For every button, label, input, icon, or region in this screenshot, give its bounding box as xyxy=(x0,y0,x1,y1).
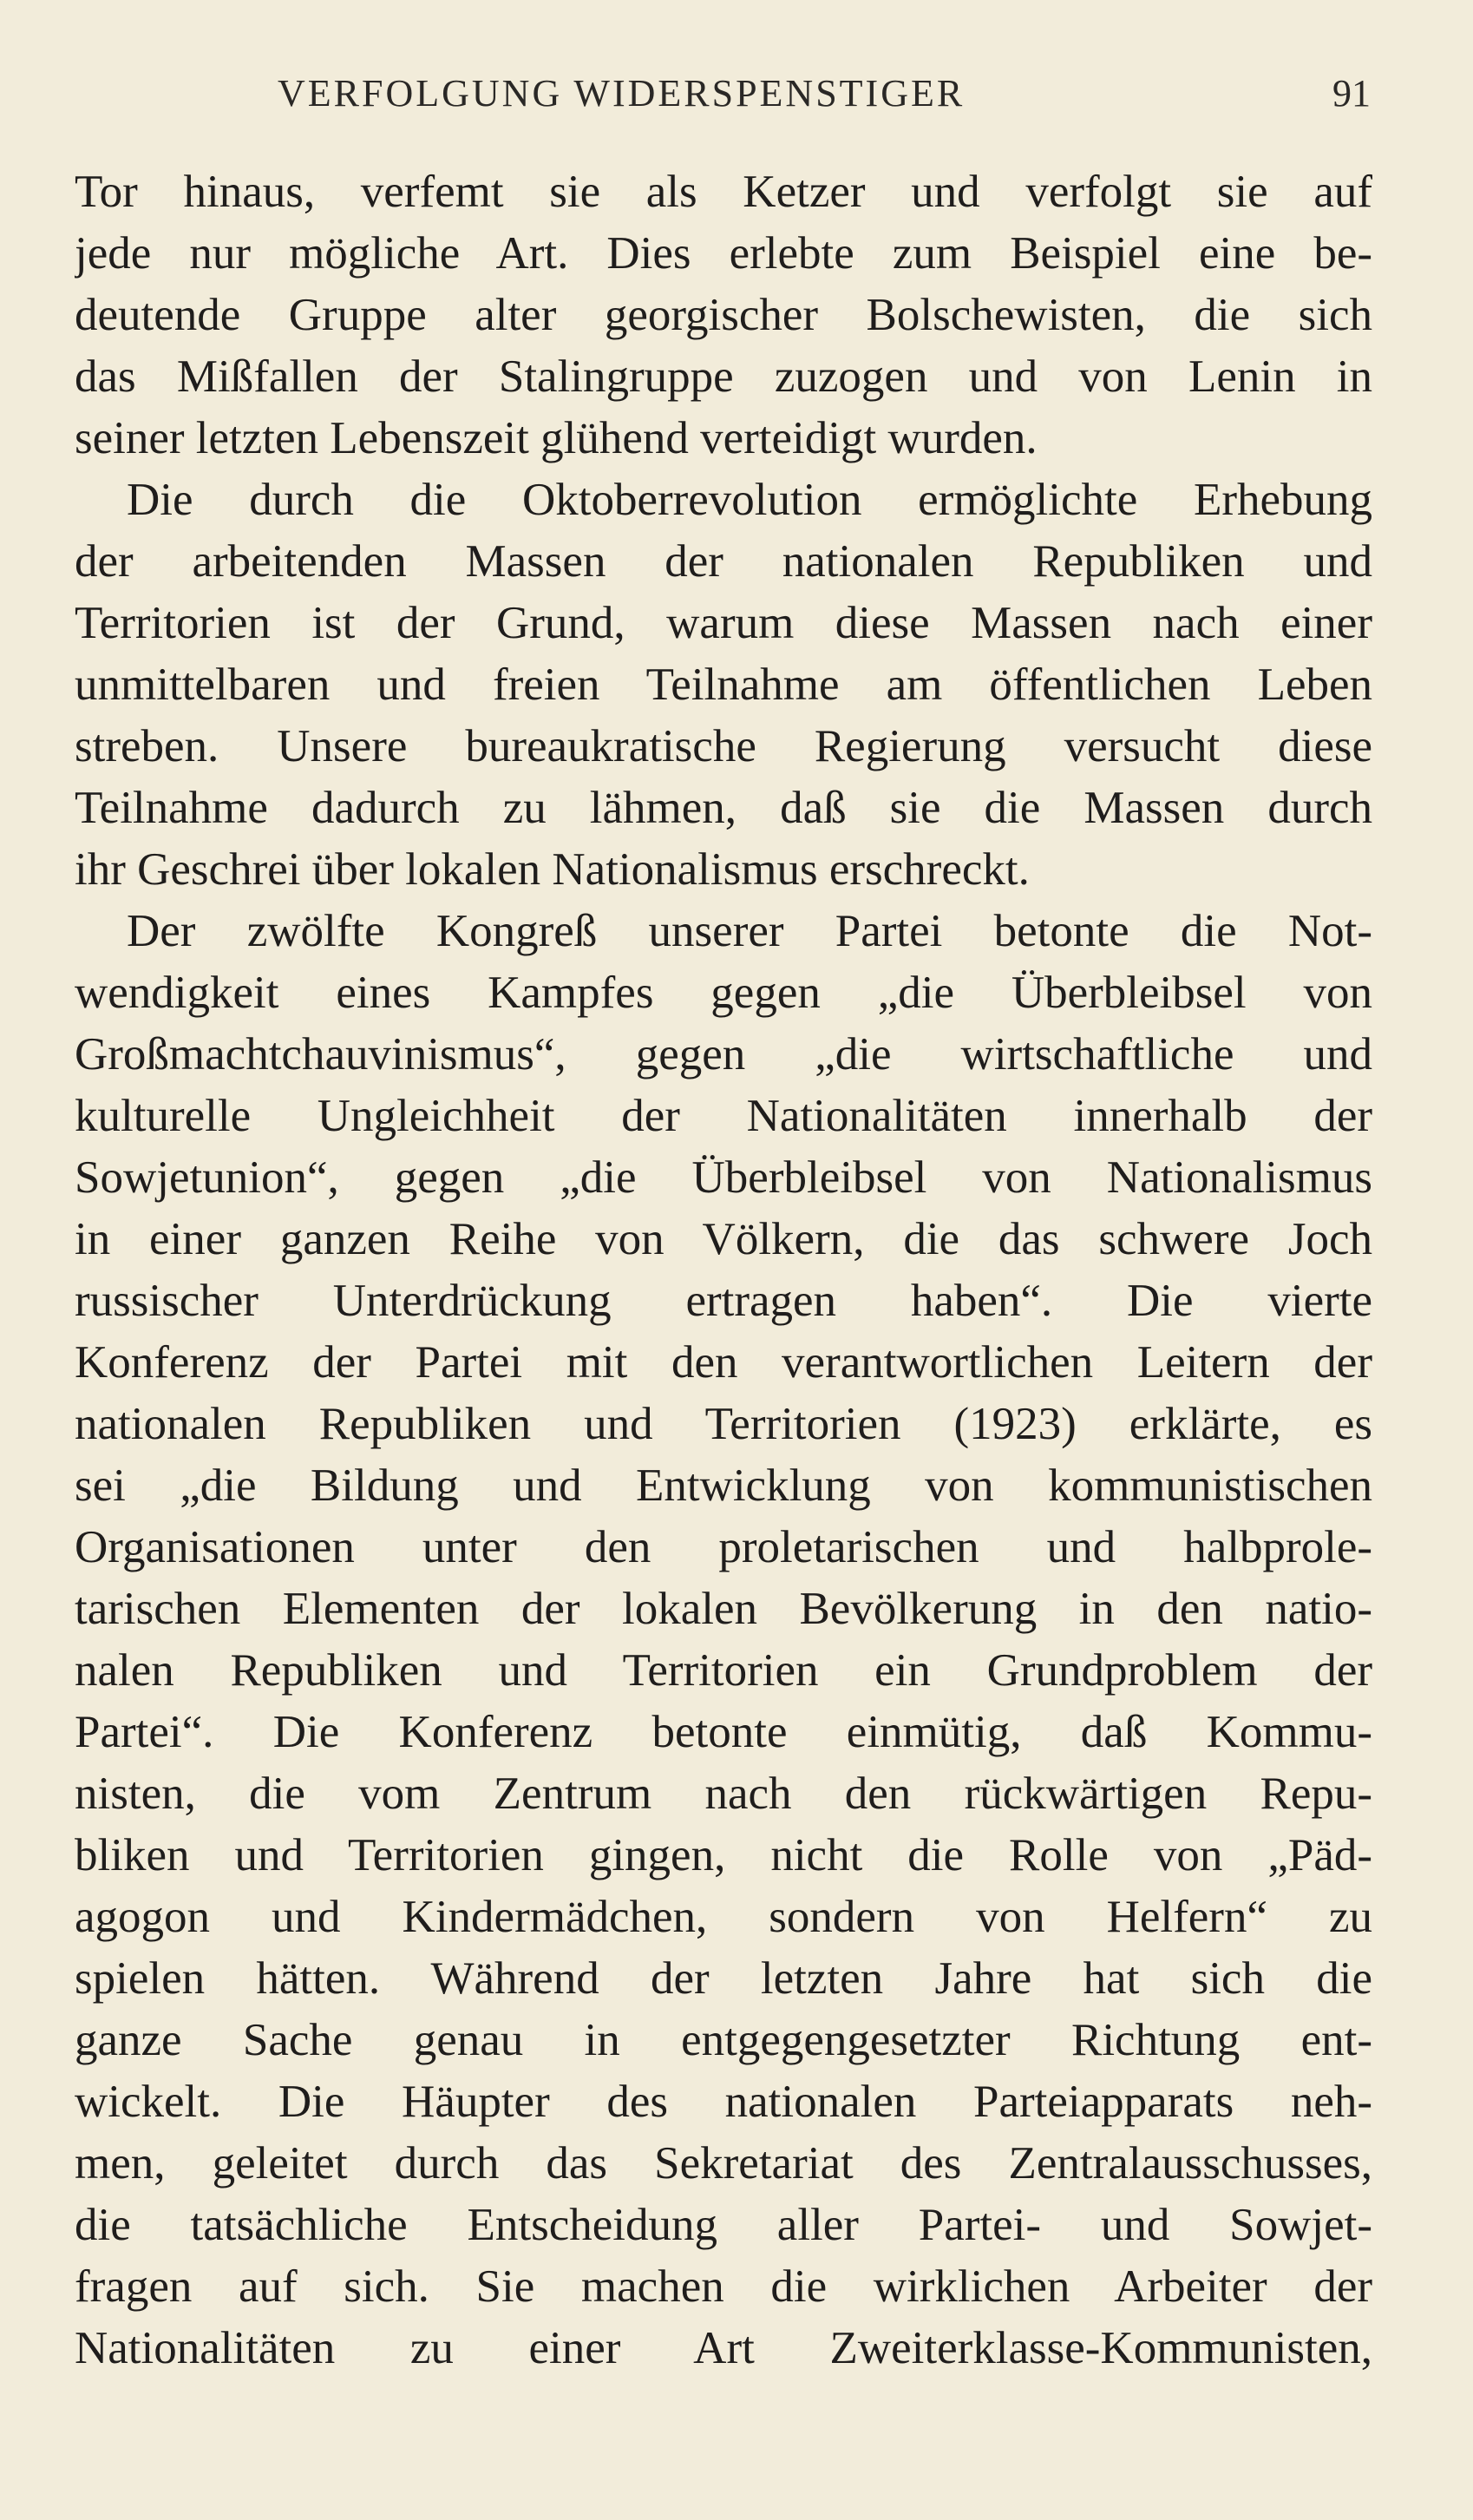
text-line: sei „die Bildung und Entwicklung von kommunistischen xyxy=(75,1460,1372,1511)
running-header xyxy=(278,68,1371,120)
text-line: wickelt. Die Häupter des nationalen Parteiapparats neh- xyxy=(75,2077,1372,2127)
text-line: das Mißfallen der Stalingruppe zuzogen und von Lenin in xyxy=(75,351,1372,402)
text-line: unmittelbaren und freien Teilnahme am öffentlichen Leben xyxy=(75,660,1372,710)
text-line: ganze Sache genau in entgegengesetzter Richtung ent- xyxy=(75,2015,1372,2065)
text-line: ihr Geschrei über lokalen Nationalismus erschreckt. xyxy=(75,844,1030,895)
text-line: nisten, die vom Zentrum nach den rückwärtigen Repu- xyxy=(75,1769,1372,1819)
text-line: Der zwölfte Kongreß unserer Partei betonte die Not- xyxy=(127,906,1372,956)
page-number: 91 xyxy=(1332,72,1371,115)
text-line: fragen auf sich. Sie machen die wirklichen Arbeiter der xyxy=(75,2261,1372,2312)
text-line: nalen Republiken und Territorien ein Grundproblem der xyxy=(75,1645,1372,1696)
text-line: Nationalitäten zu einer Art Zweiterklasse-Kommunisten, xyxy=(75,2323,1372,2373)
text-line: Territorien ist der Grund, warum diese Massen nach einer xyxy=(75,598,1372,648)
text-line: Großmachtchauvinismus“, gegen „die wirtschaftliche und xyxy=(75,1029,1372,1080)
running-title: VERFOLGUNG WIDERSPENSTIGER xyxy=(278,72,966,115)
text-line: Sowjetunion“, gegen „die Überbleibsel von Nationalismus xyxy=(75,1152,1372,1203)
text-line: Tor hinaus, verfemt sie als Ketzer und verfolgt sie auf xyxy=(75,167,1372,217)
text-line: deutende Gruppe alter georgischer Bolschewisten, die sich xyxy=(75,290,1372,340)
text-line: men, geleitet durch das Sekretariat des Zentralausschusses, xyxy=(75,2138,1372,2189)
text-line: der arbeitenden Massen der nationalen Republiken und xyxy=(75,536,1372,587)
text-line: tarischen Elementen der lokalen Bevölkerung in den natio- xyxy=(75,1584,1372,1634)
text-line: Teilnahme dadurch zu lähmen, daß sie die Massen durch xyxy=(75,783,1372,833)
text-line: seiner letzten Lebenszeit glühend verteidigt wurden. xyxy=(75,413,1038,463)
text-line: Organisationen unter den proletarischen und halbprole- xyxy=(75,1522,1372,1572)
text-line: Partei“. Die Konferenz betonte einmütig, daß Kommu- xyxy=(75,1707,1372,1757)
text-line: Die durch die Oktoberrevolution ermöglichte Erhebung xyxy=(127,475,1372,525)
text-line: in einer ganzen Reihe von Völkern, die das schwere Joch xyxy=(75,1214,1372,1264)
text-line: spielen hätten. Während der letzten Jahre hat sich die xyxy=(75,1953,1372,2004)
text-line: bliken und Territorien gingen, nicht die Rolle von „Päd- xyxy=(75,1830,1372,1880)
text-line: die tatsächliche Entscheidung aller Partei- und Sowjet- xyxy=(75,2200,1372,2250)
text-line: nationalen Republiken und Territorien (1923) erklärte, es xyxy=(75,1399,1372,1449)
text-line: wendigkeit eines Kampfes gegen „die Überbleibsel von xyxy=(75,968,1372,1018)
text-line: agogon und Kindermädchen, sondern von Helfern“ zu xyxy=(75,1892,1372,1942)
text-line: jede nur mögliche Art. Dies erlebte zum Beispiel eine be- xyxy=(75,228,1372,279)
text-line: kulturelle Ungleichheit der Nationalitäten innerhalb der xyxy=(75,1091,1372,1141)
body-text xyxy=(75,161,1372,2379)
text-line: russischer Unterdrückung ertragen haben“. Die vierte xyxy=(75,1276,1372,1326)
text-line: streben. Unsere bureaukratische Regierung versucht diese xyxy=(75,721,1372,771)
text-line: Konferenz der Partei mit den verantwortlichen Leitern der xyxy=(75,1337,1372,1388)
